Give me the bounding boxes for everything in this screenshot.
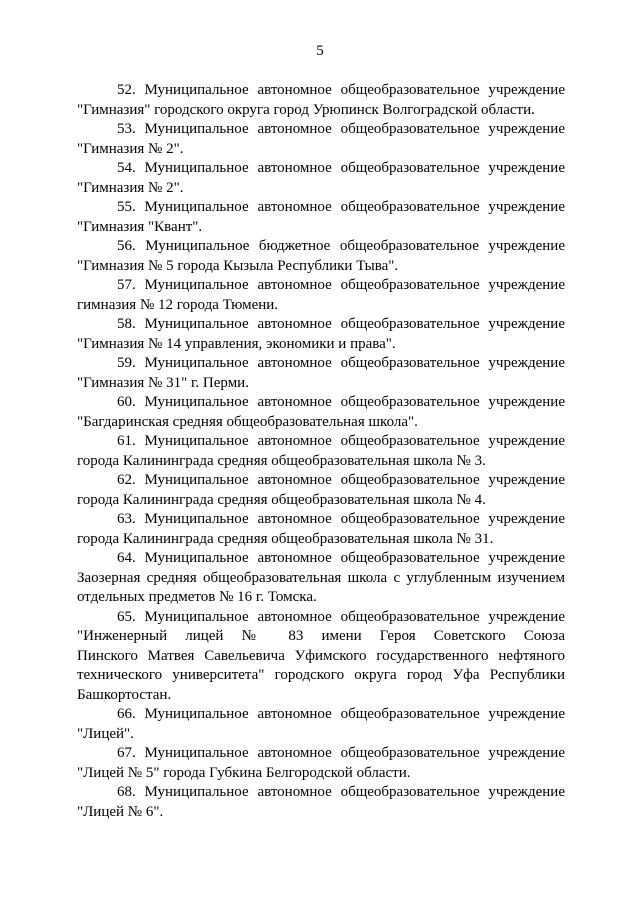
list-item [77, 393, 565, 432]
list-item [77, 159, 565, 198]
list-item [77, 549, 565, 608]
list-item [77, 783, 565, 822]
list-item-line: "Гимназия № 2". [77, 179, 184, 196]
list-item [77, 354, 565, 393]
list-item-line: "Лицей". [77, 725, 134, 742]
list-item-line: 55. Муниципальное автономное общеобразовательное учреждение [117, 199, 565, 215]
list-item-line: 56. Муниципальное бюджетное общеобразовательное учреждение [117, 238, 565, 254]
list-item [77, 276, 565, 315]
list-item-line: "Гимназия № 14 управления, экономики и права". [77, 335, 396, 352]
list-item-line: "Инженерный лицей № 83 имени Героя Советского Союза [77, 628, 565, 644]
list-item-line: Башкортостан. [77, 686, 172, 703]
list-item [77, 237, 565, 276]
list-item-line: "Лицей № 6". [77, 803, 164, 820]
list-item-line: 68. Муниципальное автономное общеобразовательное учреждение [117, 784, 565, 800]
list-item-line: города Калининграда средняя общеобразовательная школа № 31. [77, 530, 494, 547]
list-item-line: "Гимназия № 31" г. Перми. [77, 374, 249, 391]
list-item [77, 120, 565, 159]
list-item-line: "Гимназия" городского округа город Урюпинск Волгоградской области. [77, 101, 535, 118]
list-item-line: 65. Муниципальное автономное общеобразовательное учреждение [117, 608, 565, 625]
list-item [77, 471, 565, 510]
list-item-line: 67. Муниципальное автономное общеобразовательное учреждение [117, 745, 565, 761]
list-item [77, 315, 565, 354]
list-item-line: города Калининграда средняя общеобразовательная школа № 3. [77, 452, 486, 469]
list-item [77, 705, 565, 744]
list-item-line: гимназия № 12 города Тюмени. [77, 296, 279, 313]
list-item [77, 510, 565, 549]
list-item-line: 54. Муниципальное автономное общеобразовательное учреждение [117, 160, 565, 176]
list-item-line: "Лицей № 5" города Губкина Белгородской области. [77, 764, 411, 781]
list-item [77, 432, 565, 471]
list-item [77, 744, 565, 783]
list-item-line: "Гимназия № 2". [77, 140, 184, 157]
list-item-line: 57. Муниципальное автономное общеобразовательное учреждение [117, 277, 565, 293]
list-item-line: отдельных предметов № 16 г. Томска. [77, 589, 317, 605]
list-item-line: 58. Муниципальное автономное общеобразовательное учреждение [117, 316, 565, 332]
list-item-line: 64. Муниципальное автономное общеобразовательное учреждение [117, 550, 565, 566]
list-item [77, 198, 565, 237]
list-item-line: "Багдаринская средняя общеобразовательная школа". [77, 413, 418, 430]
list-item-line: Заозерная средняя общеобразовательная школа с углубленным изучением [77, 569, 565, 586]
list-item-line: города Калининграда средняя общеобразовательная школа № 4. [77, 491, 486, 508]
list-item-line: технического университета" городского округа город Уфа Республики [77, 667, 565, 683]
list-item [77, 608, 565, 706]
list-item-line: 61. Муниципальное автономное общеобразовательное учреждение [117, 433, 565, 449]
list-item-line: 66. Муниципальное автономное общеобразовательное учреждение [117, 706, 565, 722]
list-item [77, 81, 565, 120]
list-item-line: 53. Муниципальное автономное общеобразовательное учреждение [117, 121, 565, 137]
list-item-line: 62. Муниципальное автономное общеобразовательное учреждение [117, 472, 565, 488]
list-item-line: 59. Муниципальное автономное общеобразовательное учреждение [117, 355, 565, 371]
list-item-line: 60. Муниципальное автономное общеобразовательное учреждение [117, 394, 565, 410]
document-body [77, 81, 565, 822]
list-item-line: "Гимназия № 5 города Кызыла Республики Тыва". [77, 257, 399, 274]
list-item-line: 63. Муниципальное автономное общеобразовательное учреждение [117, 511, 565, 527]
list-item-line: Пинского Матвея Савельевича Уфимского государственного нефтяного [77, 647, 565, 664]
list-item-line: "Гимназия "Квант". [77, 218, 203, 235]
page-number: 5 [316, 43, 324, 59]
list-item-line: 52. Муниципальное автономное общеобразовательное учреждение [117, 82, 565, 98]
